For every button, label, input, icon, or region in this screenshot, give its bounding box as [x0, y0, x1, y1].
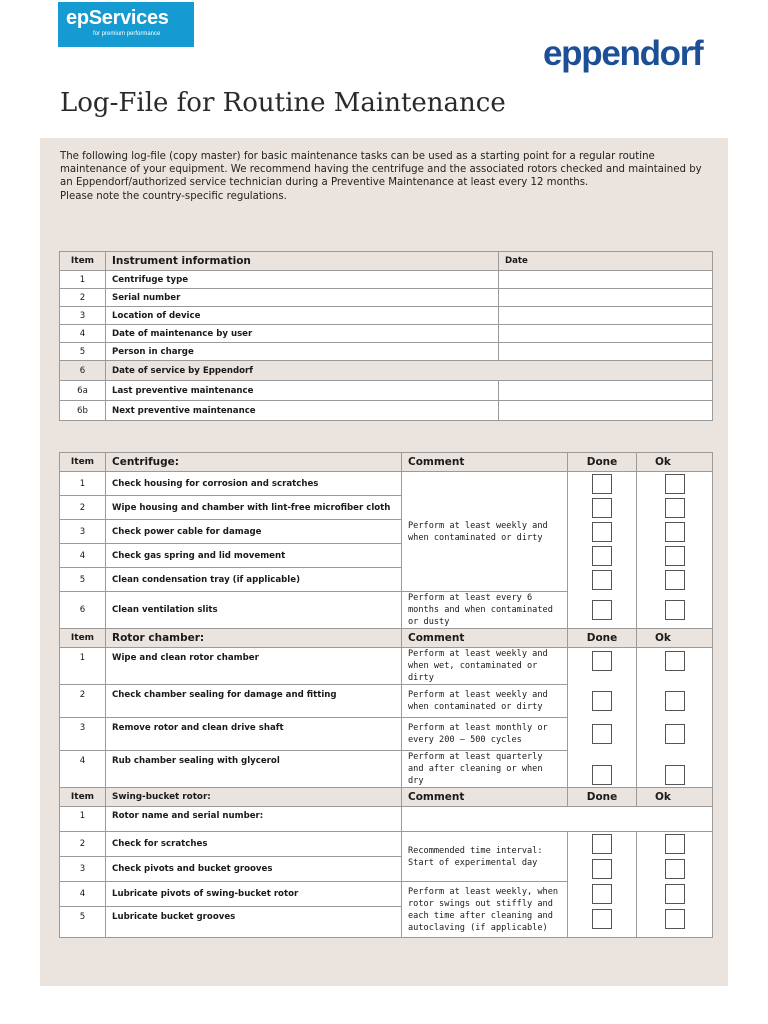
item-number: 6a [60, 381, 106, 401]
table-row [60, 271, 713, 289]
row-label: Next preventive maintenance [106, 401, 499, 421]
task-label: Check gas spring and lid movement [106, 544, 402, 568]
table-row [60, 472, 713, 496]
row-label: Person in charge [106, 343, 499, 361]
done-cell [568, 592, 637, 629]
swing-bucket-section-title: Swing-bucket rotor: [106, 788, 402, 807]
ok-checkbox[interactable] [665, 474, 685, 494]
rotor-chamber-section-title: Rotor chamber: [106, 629, 402, 648]
table-row [60, 381, 713, 401]
item-header: Item [60, 453, 106, 472]
done-checkbox[interactable] [592, 600, 612, 620]
ok-cell [637, 568, 713, 592]
comment-cell: Perform at least weekly and when wet, contaminated or dirty [402, 648, 568, 685]
task-label: Lubricate bucket grooves [106, 907, 402, 938]
table-row [60, 496, 713, 520]
item-number: 6 [60, 361, 106, 381]
ok-checkbox[interactable] [665, 909, 685, 929]
item-number: 4 [60, 325, 106, 343]
item-number: 6b [60, 401, 106, 421]
table-row [60, 882, 713, 907]
epservices-tagline: for premium performance [93, 31, 161, 37]
item-number: 1 [60, 648, 106, 685]
ok-cell [637, 472, 713, 496]
item-number: 2 [60, 685, 106, 718]
maintenance-table [59, 452, 713, 938]
task-label: Lubricate pivots of swing-bucket rotor [106, 882, 402, 907]
epservices-logo [58, 2, 194, 47]
epservices-logo-text: epServices [66, 7, 169, 29]
done-checkbox[interactable] [592, 765, 612, 785]
ok-cell [637, 520, 713, 544]
item-number: 4 [60, 544, 106, 568]
done-checkbox[interactable] [592, 522, 612, 542]
table-row [60, 343, 713, 361]
intro-paragraph: The following log-file (copy master) for basic maintenance tasks can be used as a starting point for a regular routine maintenance of your equipment. We recommend having the centrifuge and the associated rotors checked and maintained by an Eppendorf/authorized service technician during a Preventive Maintenance at least every 12 months. [60, 151, 702, 189]
eppendorf-logo: eppendorf [543, 34, 703, 73]
task-label: Wipe and clean rotor chamber [106, 648, 402, 685]
row-label: Date of maintenance by user [106, 325, 499, 343]
centrifuge-section-title: Centrifuge: [106, 453, 402, 472]
row-label: Last preventive maintenance [106, 381, 499, 401]
comment-cell: Perform at least weekly, when rotor swings out stiffly and each time after cleaning and autoclaving (if applicable) [402, 882, 568, 938]
intro-note: Please note the country-specific regulations. [60, 190, 287, 202]
ok-header: Ok [637, 788, 713, 807]
date-cell[interactable] [499, 271, 713, 289]
ok-cell [637, 832, 713, 857]
task-label: Rub chamber sealing with glycerol [106, 751, 402, 788]
ok-cell [637, 751, 713, 788]
comment-cell: Recommended time interval: Start of experimental day [402, 832, 568, 882]
table-row [60, 751, 713, 788]
ok-checkbox[interactable] [665, 498, 685, 518]
table-row [60, 648, 713, 685]
item-header: Item [60, 788, 106, 807]
table-row [60, 907, 713, 938]
ok-cell [637, 907, 713, 938]
ok-cell [637, 718, 713, 751]
done-checkbox[interactable] [592, 859, 612, 879]
task-label: Check pivots and bucket grooves [106, 857, 402, 882]
date-cell[interactable] [499, 381, 713, 401]
ok-checkbox[interactable] [665, 884, 685, 904]
ok-cell [637, 496, 713, 520]
comment-header: Comment [402, 453, 568, 472]
done-cell [568, 857, 637, 882]
ok-checkbox[interactable] [665, 570, 685, 590]
item-number: 4 [60, 751, 106, 788]
item-number: 6 [60, 592, 106, 629]
ok-checkbox[interactable] [665, 765, 685, 785]
task-label: Check chamber sealing for damage and fitting [106, 685, 402, 718]
ok-cell [637, 857, 713, 882]
table-row [60, 592, 713, 629]
rotor-name-entry[interactable] [402, 807, 713, 832]
comment-cell: Perform at least every 6 months and when contaminated or dusty [402, 592, 568, 629]
ok-checkbox[interactable] [665, 834, 685, 854]
item-number: 2 [60, 496, 106, 520]
ok-checkbox[interactable] [665, 651, 685, 671]
ok-cell [637, 648, 713, 685]
item-number: 5 [60, 343, 106, 361]
task-label: Wipe housing and chamber with lint-free microfiber cloth [106, 496, 402, 520]
table-row [60, 832, 713, 857]
table-row [60, 807, 713, 832]
date-cell[interactable] [499, 325, 713, 343]
ok-checkbox[interactable] [665, 600, 685, 620]
done-checkbox[interactable] [592, 570, 612, 590]
table-row [60, 857, 713, 882]
comment-cell: Perform at least weekly and when contaminated or dirty [402, 685, 568, 718]
table-row [60, 289, 713, 307]
date-header: Date [499, 252, 713, 271]
ok-header: Ok [637, 453, 713, 472]
ok-cell [637, 882, 713, 907]
item-number: 1 [60, 271, 106, 289]
intro-text [60, 150, 710, 203]
done-checkbox[interactable] [592, 691, 612, 711]
item-number: 3 [60, 718, 106, 751]
done-header: Done [568, 788, 637, 807]
table-row [60, 568, 713, 592]
instrument-info-header: Instrument information [106, 252, 499, 271]
date-cell[interactable] [499, 289, 713, 307]
done-checkbox[interactable] [592, 498, 612, 518]
ok-checkbox[interactable] [665, 546, 685, 566]
done-checkbox[interactable] [592, 474, 612, 494]
done-checkbox[interactable] [592, 546, 612, 566]
item-number: 1 [60, 472, 106, 496]
done-cell [568, 832, 637, 857]
done-checkbox[interactable] [592, 724, 612, 744]
task-label: Check power cable for damage [106, 520, 402, 544]
done-header: Done [568, 453, 637, 472]
centrifuge-header-row [60, 453, 713, 472]
done-cell [568, 544, 637, 568]
item-header: Item [60, 629, 106, 648]
instrument-info-table [59, 251, 713, 421]
done-cell [568, 751, 637, 788]
task-label: Check for scratches [106, 832, 402, 857]
table-row [60, 685, 713, 718]
item-number: 1 [60, 807, 106, 832]
item-number: 3 [60, 857, 106, 882]
done-checkbox[interactable] [592, 909, 612, 929]
done-checkbox[interactable] [592, 651, 612, 671]
instrument-header-row [60, 252, 713, 271]
ok-cell [637, 685, 713, 718]
done-cell [568, 907, 637, 938]
row-label: Date of service by Eppendorf [106, 361, 713, 381]
item-number: 2 [60, 832, 106, 857]
task-label: Rotor name and serial number: [106, 807, 402, 832]
table-row [60, 325, 713, 343]
done-cell [568, 472, 637, 496]
item-header: Item [60, 252, 106, 271]
ok-cell [637, 544, 713, 568]
item-number: 3 [60, 307, 106, 325]
task-label: Clean condensation tray (if applicable) [106, 568, 402, 592]
row-label: Serial number [106, 289, 499, 307]
row-label: Centrifuge type [106, 271, 499, 289]
page-title: Log-File for Routine Maintenance [60, 88, 506, 118]
done-cell [568, 718, 637, 751]
comment-header: Comment [402, 629, 568, 648]
ok-checkbox[interactable] [665, 691, 685, 711]
done-header: Done [568, 629, 637, 648]
done-checkbox[interactable] [592, 884, 612, 904]
item-number: 3 [60, 520, 106, 544]
task-label: Clean ventilation slits [106, 592, 402, 629]
comment-cell: Perform at least monthly or every 200 – 500 cycles [402, 718, 568, 751]
ok-checkbox[interactable] [665, 859, 685, 879]
table-row [60, 401, 713, 421]
date-cell[interactable] [499, 343, 713, 361]
date-cell[interactable] [499, 401, 713, 421]
task-label: Check housing for corrosion and scratches [106, 472, 402, 496]
table-row [60, 718, 713, 751]
comment-cell: Perform at least quarterly and after cleaning or when dry [402, 751, 568, 788]
table-row [60, 361, 713, 381]
done-checkbox[interactable] [592, 834, 612, 854]
ok-cell [637, 592, 713, 629]
item-number: 5 [60, 568, 106, 592]
done-cell [568, 520, 637, 544]
row-label: Location of device [106, 307, 499, 325]
item-number: 2 [60, 289, 106, 307]
done-cell [568, 496, 637, 520]
done-cell [568, 648, 637, 685]
ok-header: Ok [637, 629, 713, 648]
item-number: 4 [60, 882, 106, 907]
ok-checkbox[interactable] [665, 522, 685, 542]
item-number: 5 [60, 907, 106, 938]
date-cell[interactable] [499, 307, 713, 325]
task-label: Remove rotor and clean drive shaft [106, 718, 402, 751]
swing-bucket-header-row [60, 788, 713, 807]
rotor-chamber-header-row [60, 629, 713, 648]
comment-header: Comment [402, 788, 568, 807]
done-cell [568, 568, 637, 592]
done-cell [568, 685, 637, 718]
table-row [60, 520, 713, 544]
ok-checkbox[interactable] [665, 724, 685, 744]
table-row [60, 307, 713, 325]
done-cell [568, 882, 637, 907]
table-row [60, 544, 713, 568]
comment-cell: Perform at least weekly and when contaminated or dirty [402, 472, 568, 592]
